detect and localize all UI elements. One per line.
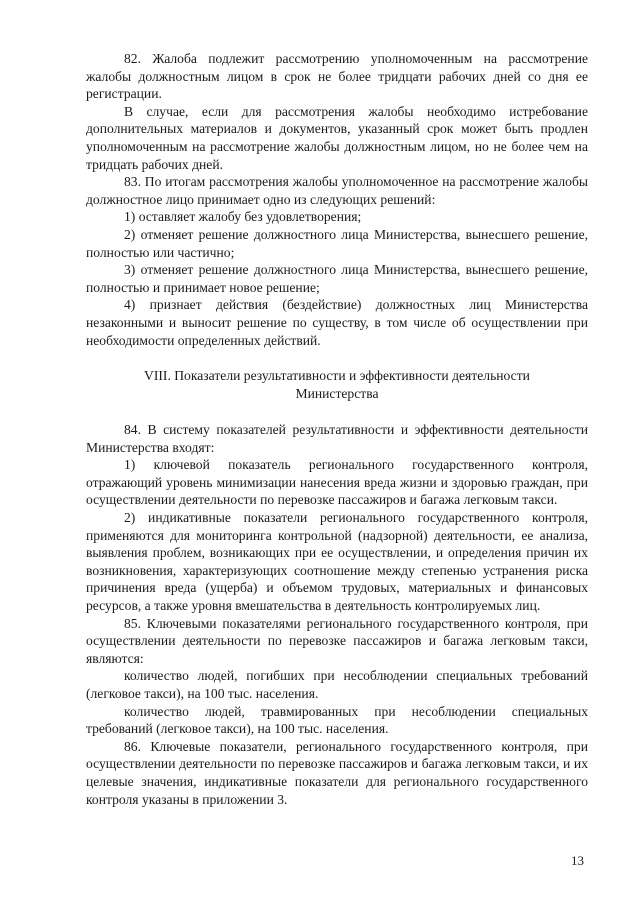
paragraph-83: 83. По итогам рассмотрения жалобы уполномоченное на рассмотрение жалобы должностное лицо принимает одно из следующих решений: bbox=[86, 174, 588, 207]
paragraph-84: 84. В систему показателей результативности и эффективности деятельности Министерства входят: bbox=[86, 422, 588, 455]
page-number: 13 bbox=[571, 853, 584, 868]
paragraph-82-extension: В случае, если для рассмотрения жалобы необходимо истребование дополнительных материалов и документов, указанный срок может быть продлен уполномоченным на рассмотрение жалобы должностным лицом, но не более чем на тридцать рабочих дней. bbox=[86, 103, 588, 172]
paragraph-82: 82. Жалоба подлежит рассмотрению уполномоченным на рассмотрение жалобы должностным лицом в срок не более тридцати рабочих дней со дня ее регистрации. bbox=[86, 51, 588, 102]
paragraph-85: 85. Ключевыми показателями регионального государственного контроля, при осуществлении деятельности по перевозке пассажиров и багажа легковым такси, являются: bbox=[86, 615, 588, 666]
document-page bbox=[86, 50, 588, 808]
section-title bbox=[86, 367, 588, 403]
section-title-line1: VIII. Показатели результативности и эффективности деятельности bbox=[144, 368, 530, 384]
key-indicator-deaths: количество людей, погибших при несоблюдении специальных требований (легковое такси), на 100 тыс. населения. bbox=[86, 668, 588, 701]
decision-item-4: 4) признает действия (бездействие) должностных лиц Министерства незаконными и выносит решение по существу, в том числе об осуществлении при необходимости определенных действий. bbox=[86, 297, 588, 348]
indicator-item-2: 2) индикативные показатели регионального государственного контроля, применяются для мониторинга контрольной (надзорной) деятельности, ее анализа, выявления проблем, возникающих при ее осуществлении, и определения причин их возникновения, характеризующих соотношение между степенью устранения риска причинения вреда (ущерба) и объемом трудовых, материальных и финансовых ресурсов, а также уровня вмешательства в деятельность контролируемых лиц. bbox=[86, 510, 588, 614]
decision-item-3: 3) отменяет решение должностного лица Министерства, вынесшего решение, полностью и принимает новое решение; bbox=[86, 262, 588, 295]
indicator-item-1: 1) ключевой показатель регионального государственного контроля, отражающий уровень минимизации нанесения вреда жизни и здоровью граждан, при осуществлении деятельности по перевозке пассажиров и багажа легковым такси. bbox=[86, 457, 588, 508]
decision-item-2: 2) отменяет решение должностного лица Министерства, вынесшего решение, полностью или частично; bbox=[86, 226, 588, 260]
section-title-line2: Министерства bbox=[295, 386, 379, 402]
key-indicator-injuries: количество людей, травмированных при несоблюдении специальных требований (легковое такси), на 100 тыс. населения. bbox=[86, 703, 588, 737]
paragraph-86: 86. Ключевые показатели, регионального государственного контроля, при осуществлении деятельности по перевозке пассажиров и багажа легковым такси, и их целевые значения, индикативные показатели для регионального государственного контроля указаны в приложении 3. bbox=[86, 738, 588, 807]
decision-item-1: 1) оставляет жалобу без удовлетворения; bbox=[124, 209, 362, 225]
